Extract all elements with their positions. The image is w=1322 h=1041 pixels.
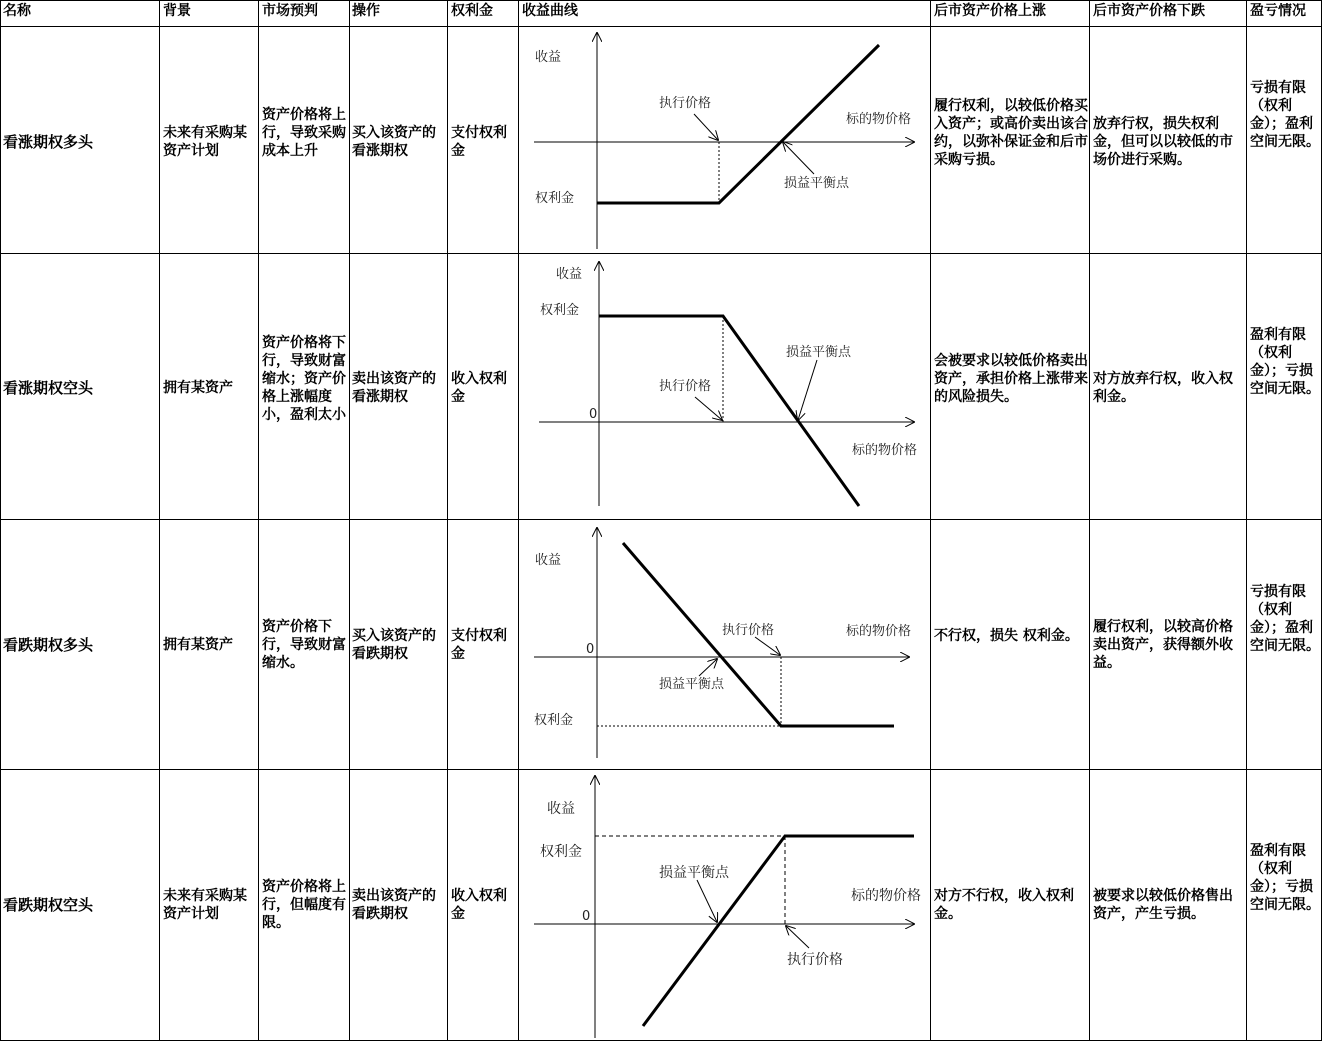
- breakeven-label: 损益平衡点: [659, 677, 725, 692]
- zero-label: 0: [589, 407, 598, 422]
- premium-label: 权利金: [535, 191, 575, 206]
- premium-label: 权利金: [540, 303, 580, 318]
- payoff-chart-short-call: [519, 254, 929, 519]
- y-axis-label: 收益: [547, 801, 575, 817]
- header-pnl: 盈亏情况: [1250, 3, 1306, 19]
- row-operation: 卖出该资产的看涨期权: [352, 371, 436, 405]
- strike-label: 执行价格: [659, 96, 712, 111]
- breakeven-pointer: [783, 142, 814, 174]
- row-fall-outcome: 放弃行权，损失权利金，但可以以较低的市场价进行采购。: [1093, 116, 1233, 168]
- strike-pointer: [755, 637, 780, 655]
- payoff-chart-short-put: [519, 770, 929, 1040]
- grid-line: [159, 0, 160, 1041]
- row-rise-outcome: 对方不行权，收入权利金。: [934, 888, 1074, 922]
- grid-line: [349, 0, 350, 1041]
- breakeven-pointer: [699, 659, 717, 676]
- grid-line: [447, 0, 448, 1041]
- header-name: 名称: [3, 3, 31, 19]
- payoff-chart-long-put: [519, 520, 929, 769]
- strike-label: 执行价格: [659, 379, 712, 394]
- row-background: 拥有某资产: [163, 637, 233, 653]
- row-forecast: 资产价格将下行，导致财富缩水；资产价格上涨幅度小，盈利太小: [262, 335, 346, 423]
- x-axis-label: 标的物价格: [851, 888, 921, 904]
- row-fall-outcome: 履行权利，以较高价格卖出资产，获得额外收益。: [1093, 619, 1233, 671]
- strike-pointer: [695, 397, 722, 420]
- row-background: 未来有采购某资产计划: [163, 125, 247, 159]
- breakeven-label: 损益平衡点: [786, 345, 852, 360]
- row-pnl: 盈利有限（权利金）；亏损空间无限。: [1250, 843, 1320, 913]
- row-forecast: 资产价格将上行，但幅度有限。: [262, 879, 346, 931]
- row-pnl: 亏损有限（权利金）；盈利空间无限。: [1250, 584, 1320, 654]
- row-background: 拥有某资产: [163, 380, 233, 396]
- x-axis-label: 标的物价格: [852, 443, 918, 458]
- row-fall-outcome: 被要求以较低价格售出资产，产生亏损。: [1093, 888, 1233, 922]
- row-premium: 收入权利金: [451, 371, 507, 405]
- row-name: 看跌期权多头: [3, 636, 94, 654]
- grid-line: [0, 0, 1322, 1]
- row-forecast: 资产价格下行，导致财富缩水。: [262, 619, 346, 671]
- row-background: 未来有采购某资产计划: [163, 888, 247, 922]
- header-premium: 权利金: [451, 3, 493, 19]
- strike-pointer: [786, 926, 809, 948]
- header-payoff-curve: 收益曲线: [522, 3, 578, 19]
- grid-line: [0, 0, 1, 1041]
- x-axis-label: 标的物价格: [846, 112, 912, 127]
- payoff-chart-long-call: [519, 27, 929, 253]
- row-rise-outcome: 不行权，损失 权利金。: [934, 628, 1079, 644]
- grid-line: [1246, 0, 1247, 1041]
- breakeven-pointer: [798, 360, 817, 420]
- row-pnl: 亏损有限（权利金）；盈利空间无限。: [1250, 80, 1320, 150]
- grid-line: [258, 0, 259, 1041]
- zero-label: 0: [582, 909, 591, 924]
- strike-label: 执行价格: [722, 623, 775, 638]
- row-pnl: 盈利有限（权利金）；亏损空间无限。: [1250, 327, 1320, 397]
- breakeven-pointer: [697, 880, 717, 922]
- row-name: 看跌期权空头: [3, 896, 94, 914]
- grid-line: [930, 0, 931, 1041]
- row-rise-outcome: 会被要求以较低价格卖出资产，承担价格上涨带来的风险损失。: [934, 353, 1088, 405]
- strike-pointer: [694, 114, 718, 140]
- row-premium: 收入权利金: [451, 888, 507, 922]
- header-forecast: 市场预判: [262, 3, 318, 19]
- row-operation: 买入该资产的看跌期权: [352, 628, 436, 662]
- premium-label: 权利金: [540, 844, 582, 860]
- y-axis-label: 收益: [556, 267, 583, 282]
- strike-label: 执行价格: [787, 952, 843, 968]
- row-premium: 支付权利金: [451, 125, 507, 159]
- row-rise-outcome: 履行权利，以较低价格买入资产；或高价卖出该合约，以弥补保证金和后市采购亏损。: [934, 98, 1088, 168]
- header-price-fall: 后市资产价格下跌: [1093, 3, 1205, 19]
- premium-label: 权利金: [534, 713, 574, 728]
- x-axis-label: 标的物价格: [846, 624, 912, 639]
- row-operation: 卖出该资产的看跌期权: [352, 888, 436, 922]
- row-fall-outcome: 对方放弃行权，收入权利金。: [1093, 371, 1233, 405]
- row-operation: 买入该资产的看涨期权: [352, 125, 436, 159]
- zero-label: 0: [586, 642, 595, 657]
- row-forecast: 资产价格将上行，导致采购成本上升: [262, 107, 346, 159]
- grid-line: [1089, 0, 1090, 1041]
- header-background: 背景: [163, 3, 191, 19]
- row-name: 看涨期权空头: [3, 379, 94, 397]
- breakeven-label: 损益平衡点: [659, 865, 729, 881]
- row-name: 看涨期权多头: [3, 133, 94, 151]
- header-operation: 操作: [352, 3, 380, 19]
- y-axis-label: 收益: [535, 50, 562, 65]
- y-axis-label: 收益: [535, 553, 562, 568]
- row-premium: 支付权利金: [451, 628, 507, 662]
- breakeven-label: 损益平衡点: [784, 176, 850, 191]
- header-price-rise: 后市资产价格上涨: [934, 3, 1046, 19]
